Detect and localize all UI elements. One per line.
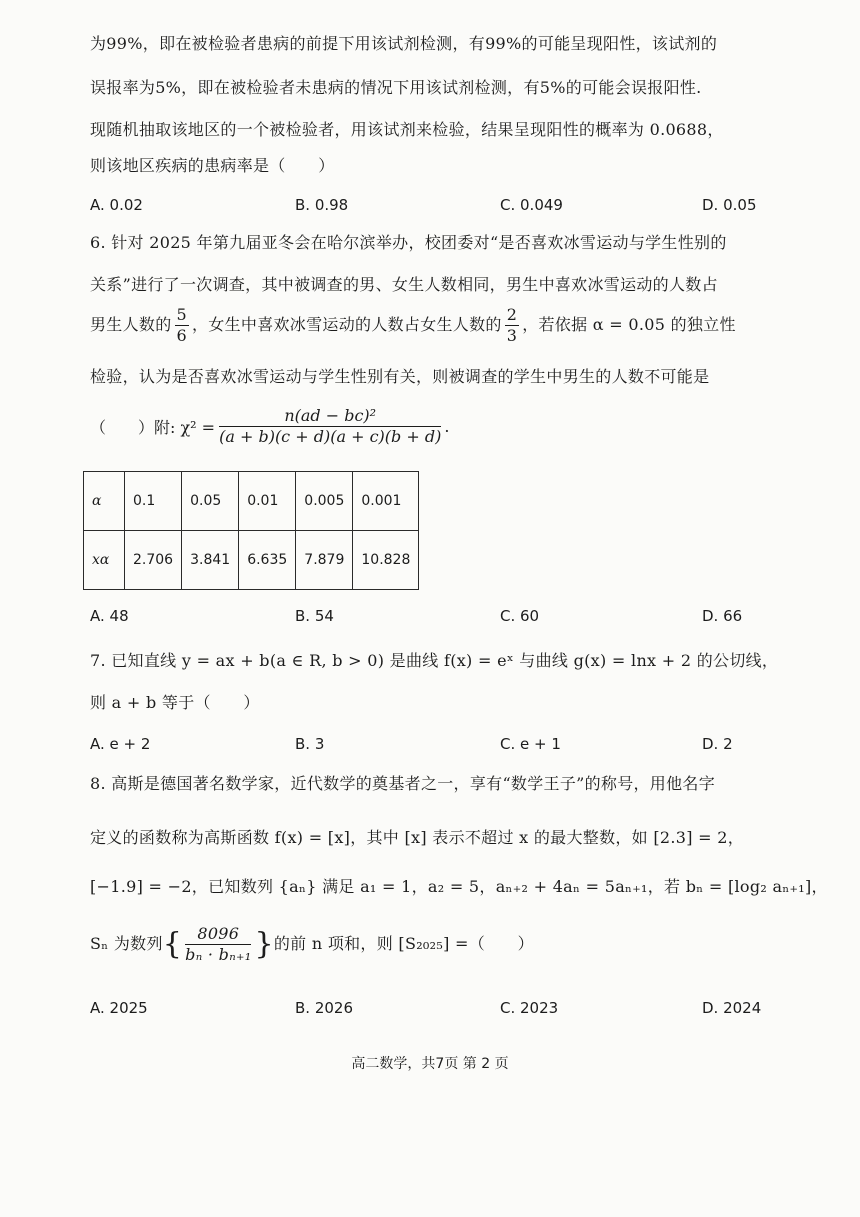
q8-text-line-3: [−1.9] = −2，已知数列 {aₙ} 满足 a₁ = 1，a₂ = 5，aₙ₊₂ + 4aₙ = 5aₙ₊₁，若 bₙ = [log₂ aₙ₊₁]， xyxy=(90,877,828,896)
formula-fraction xyxy=(219,406,441,447)
sequence-fraction xyxy=(185,924,251,965)
q6-text-line-2: 关系”进行了一次调查，其中被调查的男、女生人数相同，男生中喜欢冰雪运动的人数占 xyxy=(90,275,718,294)
q6-options xyxy=(90,607,780,629)
q7-option-d: D. 2 xyxy=(702,735,733,753)
q7-option-a: A. e + 2 xyxy=(90,735,151,753)
table-cell: 0.001 xyxy=(353,472,419,531)
formula-numerator: n(ad − bc)² xyxy=(219,406,441,427)
q8-text-line-2: 定义的函数称为高斯函数 f(x) = [x]，其中 [x] 表示不超过 x 的最大整数，如 [2.3] = 2， xyxy=(90,828,745,847)
brace-left: { xyxy=(162,926,183,962)
q5-option-b: B. 0.98 xyxy=(295,196,349,214)
q6-text-line-1: 6. 针对 2025 年第九届亚冬会在哈尔滨举办，校团委对“是否喜欢冰雪运动与学生性别的 xyxy=(90,233,727,252)
fraction-five-sixths xyxy=(175,305,189,346)
q6-text-line-3 xyxy=(90,304,780,348)
table-row xyxy=(84,472,419,531)
q5-text-line-2: 误报率为5%，即在被检验者未患病的情况下用该试剂检测，有5%的可能会误报阳性. xyxy=(90,78,702,97)
fraction-numerator: 5 xyxy=(176,305,187,324)
table-row xyxy=(84,531,419,590)
q6-text-line-4: 检验，认为是否喜欢冰雪运动与学生性别有关，则被调查的学生中男生的人数不可能是 xyxy=(90,367,710,386)
q8-line4-part-a: Sₙ 为数列 xyxy=(90,934,163,953)
q8-line4-part-b: 的前 n 项和，则 [S₂₀₂₅] =（ ） xyxy=(273,934,534,953)
q8-option-d: D. 2024 xyxy=(702,999,762,1017)
q5-option-c: C. 0.049 xyxy=(500,196,563,214)
q8-option-c: C. 2023 xyxy=(500,999,559,1017)
q8-text-line-4 xyxy=(90,922,780,970)
q6-option-d: D. 66 xyxy=(702,607,743,625)
q5-options xyxy=(90,196,780,218)
table-cell: 0.1 xyxy=(125,472,182,531)
q8-option-a: A. 2025 xyxy=(90,999,148,1017)
table-cell: 0.005 xyxy=(296,472,353,531)
table-row-head: xα xyxy=(84,531,125,590)
q5-option-d: D. 0.05 xyxy=(702,196,757,214)
q6-line3-part-c: ，若依据 α = 0.05 的独立性 xyxy=(522,315,736,334)
page-footer: 高二数学，共7页 第 2 页 xyxy=(351,1056,509,1072)
fraction-denominator: 6 xyxy=(176,326,187,345)
fraction-numerator: 8096 xyxy=(185,924,251,945)
table-cell: 2.706 xyxy=(125,531,182,590)
q7-text-line-1: 7. 已知直线 y = ax + b(a ∈ R, b > 0) 是曲线 f(x) = eˣ 与曲线 g(x) = lnx + 2 的公切线， xyxy=(90,651,779,670)
formula-prefix: （ ）附: χ² = xyxy=(90,418,216,437)
q5-text-line-3: 现随机抽取该地区的一个被检验者，用该试剂来检验，结果呈现阳性的概率为 0.0688， xyxy=(90,120,724,139)
q6-line3-part-b: ，女生中喜欢冰雪运动的人数占女生人数的 xyxy=(192,315,502,334)
q5-text-line-4: 则该地区疾病的患病率是（ ） xyxy=(90,156,335,175)
q7-text-line-2: 则 a + b 等于（ ） xyxy=(90,693,260,712)
formula-denominator: (a + b)(c + d)(a + c)(b + d) xyxy=(219,427,442,446)
q6-line3-part-a: 男生人数的 xyxy=(90,315,172,334)
q6-option-c: C. 60 xyxy=(500,607,540,625)
chi-square-formula xyxy=(90,406,449,447)
formula-suffix: . xyxy=(444,417,450,436)
table-row-head: α xyxy=(84,472,125,531)
q8-text-line-1: 8. 高斯是德国著名数学家，近代数学的奠基者之一，享有“数学王子”的称号，用他名字 xyxy=(90,774,716,793)
table-cell: 0.01 xyxy=(239,472,296,531)
table-cell: 10.828 xyxy=(353,531,419,590)
q8-option-b: B. 2026 xyxy=(295,999,354,1017)
fraction-numerator: 2 xyxy=(506,305,518,324)
q5-option-a: A. 0.02 xyxy=(90,196,143,214)
fraction-two-thirds xyxy=(505,305,519,346)
q6-option-a: A. 48 xyxy=(90,607,129,625)
critical-value-table xyxy=(83,471,419,590)
fraction-denominator: 3 xyxy=(506,326,518,345)
table-cell: 0.05 xyxy=(182,472,239,531)
q7-option-b: B. 3 xyxy=(295,735,325,753)
q8-options xyxy=(90,999,780,1021)
brace-right: } xyxy=(254,926,274,962)
table-cell: 3.841 xyxy=(182,531,239,590)
table-cell: 7.879 xyxy=(296,531,353,590)
table-cell: 6.635 xyxy=(239,531,296,590)
q7-option-c: C. e + 1 xyxy=(500,735,561,753)
q7-options xyxy=(90,735,780,757)
q5-text-line-1: 为99%，即在被检验者患病的前提下用该试剂检测，有99%的可能呈现阳性，该试剂的 xyxy=(90,34,718,53)
fraction-denominator: bₙ · bₙ₊₁ xyxy=(185,945,252,964)
q6-option-b: B. 54 xyxy=(295,607,334,625)
